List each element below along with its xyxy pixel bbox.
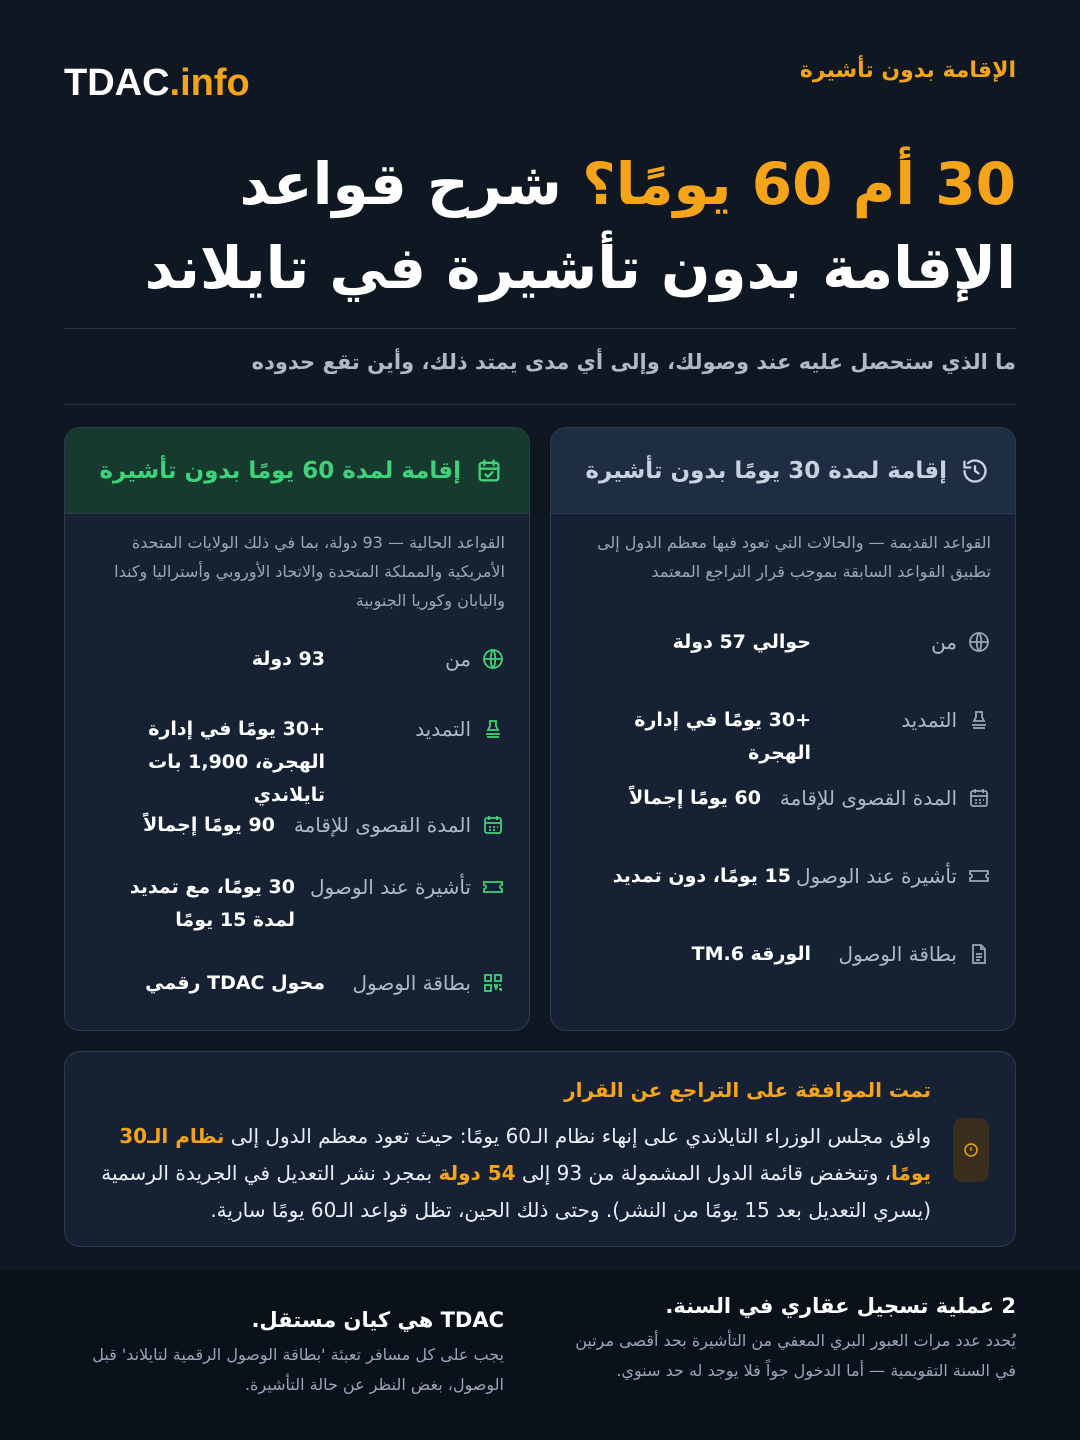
globe-icon (481, 647, 505, 671)
divider (64, 328, 1016, 329)
footer-heading: 2 عملية تسجيل عقاري في السنة. (665, 1294, 1016, 1318)
new-row-max-stay (89, 809, 505, 841)
globe-icon (967, 630, 991, 654)
row-label: التمديد (901, 708, 957, 732)
row-label: المدة القصوى للإقامة (779, 786, 957, 810)
old-row-from (575, 626, 991, 658)
row-value: 60 يومًا إجمالاً (629, 787, 761, 809)
notice-highlight: 54 دولة (438, 1161, 516, 1185)
row-label: بطاقة الوصول (352, 971, 471, 995)
notice-text: وافق مجلس الوزراء التايلاندي على إنهاء نظام الـ60 يومًا: حيث تعود معظم الدول إلى (224, 1124, 931, 1148)
brand-logo (64, 62, 250, 105)
old-row-visa-on-arrival (575, 860, 991, 892)
new-row-arrival-card (89, 967, 505, 999)
row-value: +30 يومًا في إدارة الهجرة (634, 709, 811, 764)
title-rest: شرح قواعد (239, 150, 583, 218)
old-row-arrival-card (575, 938, 991, 970)
notice-body (91, 1118, 931, 1229)
row-label: من (931, 630, 957, 654)
page-title (64, 142, 1016, 310)
old-row-max-stay (575, 782, 991, 814)
new-row-visa-on-arrival (89, 871, 505, 931)
old-rules-heading: إقامة لمدة 30 يومًا بدون تأشيرة (585, 457, 947, 484)
row-label: بطاقة الوصول (838, 942, 957, 966)
footer-body: يُحدد عدد مرات العبور البري المعفي من التأشيرة بحد أقصى مرتين في السنة التقويمية — أما الدخول جواً فلا يوجد له حد سنوي. (575, 1331, 1016, 1380)
info-icon (953, 1118, 989, 1182)
footer-land-crossings (566, 1294, 1016, 1386)
row-value: 30 يومًا، مع تمديد لمدة 15 يومًا (129, 876, 295, 931)
old-rules-description: القواعد القديمة — والحالات التي تعود فيها معظم الدول إلى تطبيق القواعد السابقة بموجب قرار التراجع المعتمد (597, 533, 991, 581)
new-rules-header (65, 428, 529, 514)
row-label: تأشيرة عند الوصول (796, 864, 957, 888)
row-value: 15 يومًا، دون تمديد (612, 865, 791, 887)
calendar-icon (967, 786, 991, 810)
document-icon (967, 942, 991, 966)
row-value: 93 دولة (251, 648, 325, 670)
stamp-icon (481, 717, 505, 741)
row-value: +30 يومًا في إدارة الهجرة، 1,900 بات تايلاندي (148, 718, 325, 806)
kicker-label: الإقامة بدون تأشيرة (799, 58, 1016, 83)
title-line2: الإقامة بدون تأشيرة في تايلاند (144, 234, 1016, 302)
footer-body: يجب على كل مسافر تعبئة 'بطاقة الوصول الرقمية لتايلاند' قبل الوصول، بغض النظر عن حالة التأشيرة. (92, 1345, 504, 1394)
ticket-icon (967, 864, 991, 888)
row-label: من (445, 647, 471, 671)
new-rules-description: القواعد الحالية — 93 دولة، بما في ذلك الولايات المتحدة الأمريكية والمملكة المتحدة والاتحاد الأوروبي وأستراليا وكندا واليابان وكوريا الجنوبية (114, 533, 505, 610)
notice-text: ، وتنخفض قائمة الدول المشمولة من 93 إلى (515, 1161, 892, 1185)
notice-text: بمجرد نشر التعديل في الجريدة الرسمية (يسري التعديل بعد 15 يومًا من النشر). وحتى ذلك الحين، تظل قواعد الـ60 يومًا سارية. (101, 1161, 931, 1222)
row-value: حوالي 57 دولة (672, 631, 811, 653)
notice-highlight: نظام الـ30 يومًا (119, 1124, 931, 1185)
qr-icon (481, 971, 505, 995)
new-row-from (89, 643, 505, 675)
row-label: التمديد (415, 717, 471, 741)
new-rules-heading: إقامة لمدة 60 يومًا بدون تأشيرة (99, 457, 461, 484)
calendar-check-icon (475, 457, 503, 485)
row-value: 90 يومًا إجمالاً (143, 814, 275, 836)
brand-suffix: .info (169, 62, 250, 104)
subtitle: ما الذي ستحصل عليه عند وصولك، وإلى أي مدى يمتد ذلك، وأين تقع حدوده (251, 350, 1016, 374)
notice-title: تمت الموافقة على التراجع عن القرار (564, 1078, 931, 1102)
old-rules-header (551, 428, 1015, 514)
title-highlight: 30 أم 60 يومًا؟ (582, 150, 1016, 218)
rollback-notice (64, 1051, 1016, 1247)
brand-name: TDAC (64, 62, 170, 104)
history-icon (961, 457, 989, 485)
footer (0, 1270, 1080, 1440)
new-rules-card (64, 427, 530, 1031)
calendar-icon (481, 813, 505, 837)
stamp-icon (967, 708, 991, 732)
row-value: الورقة TM.6 (691, 943, 811, 965)
row-value: محول TDAC رقمي (145, 972, 325, 994)
new-row-extension (89, 713, 505, 806)
row-label: تأشيرة عند الوصول (310, 875, 471, 899)
row-label: المدة القصوى للإقامة (293, 813, 471, 837)
footer-heading: TDAC هي كيان مستقل. (251, 1308, 504, 1332)
old-rules-card (550, 427, 1016, 1031)
footer-disclaimer (64, 1308, 504, 1400)
ticket-icon (481, 875, 505, 899)
divider (64, 404, 1016, 405)
old-row-extension (575, 704, 991, 764)
